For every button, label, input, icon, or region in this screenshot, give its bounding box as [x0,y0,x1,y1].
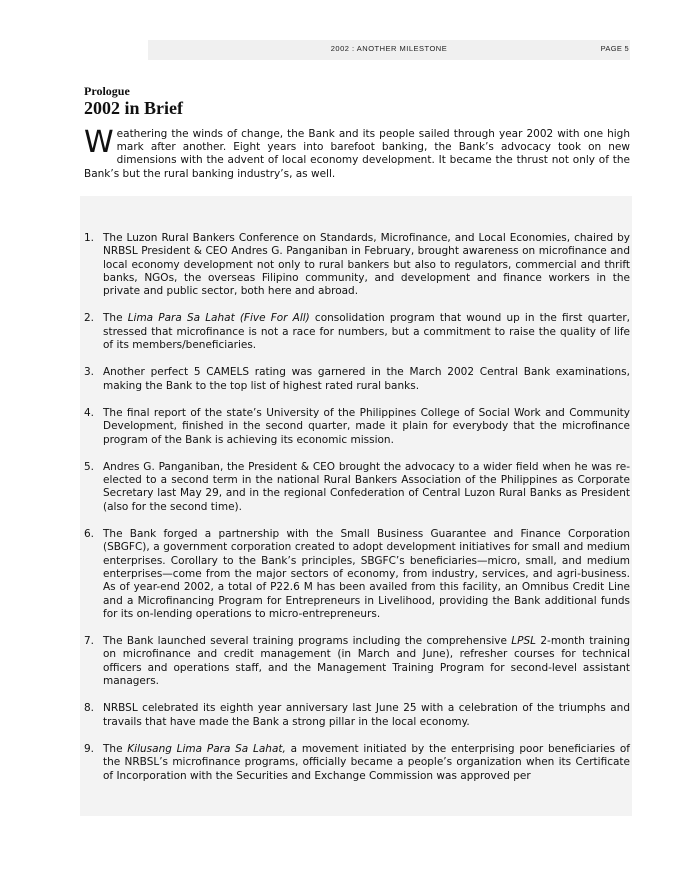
program-name: LPSL [511,635,536,648]
intro-paragraph [84,125,630,194]
section-label: Prologue [84,84,130,98]
item-text: Another perfect 5 CAMELS rating was garnered in the March 2002 Central Bank examinations, making the Bank to the top list of highest rated rural banks. [103,366,630,392]
list-item [84,312,630,352]
item-number: 5. [84,460,95,473]
item-number: 2. [84,312,95,325]
item-number: 8. [84,702,95,715]
intro-text: eathering the winds of change, the Bank and its people sailed through year 2002 with one high mark after another. Eight years into barefoot banking, the Bank’s advocacy took on new dimensions with the advent of local economy development. It became the thrust not only of the Bank’s but the rural banking industry’s, as well. [84,128,630,180]
item-text: The Bank forged a partnership with the Small Business Guarantee and Finance Corporation (SBGFC), a government corporation created to adopt development initiatives for small and medium enterprises. Corollary to the Bank’s principles, SBGFC’s beneficiaries—micro, small, and medium enterprises—come from the major sectors of economy, from industry, services, and agri-business. As of year-end 2002, a total of P22.6 M has been availed from this facility, an Omnibus Credit Line and a Microfinancing Program for Entrepreneurs in Livelihood, providing the Bank additional funds for its on-lending operations to micro-entrepreneurs. [103,528,630,620]
list-item [84,407,630,447]
list-item [84,366,630,393]
item-text: The Luzon Rural Bankers Conference on Standards, Microfinance, and Local Economies, chaired by NRBSL President & CEO Andres G. Panganiban in February, brought awareness on microfinance and local economy development not only to rural bankers but also to regulators, commercial and thrift banks, NGOs, the overseas Filipino community, and development and finance workers in the private and public sector, both here and abroad. [103,232,630,298]
list-item [84,743,630,783]
list-item [84,528,630,621]
item-text: Andres G. Panganiban, the President & CEO brought the advocacy to a wider field when he was re-elected to a second term in the national Rural Bankers Association of the Philippines as Corporate Secretary last May 29, and in the regional Confederation of Central Luzon Rural Banks as President (also for the second time). [103,460,630,513]
item-text: The final report of the state’s University of the Philippines College of Social Work and Community Development, finished in the second quarter, made it plain for everybody that the microfinance program of the Bank is achieving its economic mission. [103,406,630,446]
item-number: 4. [84,406,95,419]
list-item [84,635,630,688]
page-number: PAGE 5 [600,44,629,53]
milestone-list [84,232,630,797]
item-number: 7. [84,635,95,648]
item-text: The Bank launched several training programs including the comprehensive LPSL 2-month training on microfinance and credit management (in March and June), refresher courses for technical officers and operations staff, and the Management Training Program for second-level assistant managers. [103,635,630,688]
item-text: The Lima Para Sa Lahat (Five For All) consolidation program that wound up in the first quarter, stressed that microfinance is not a race for numbers, but a commitment to raise the quality of life of its members/beneficiaries. [103,312,631,352]
item-text: The Kilusang Lima Para Sa Lahat, a movement initiated by the enterprising poor beneficiaries of the NRBSL’s microfinance programs, officially became a people’s organization when its Certificate of Incorporation with the Securities and Exchange Commission was approved per [103,742,630,782]
organization-name: Kilusang Lima Para Sa Lahat, [127,742,286,755]
item-number: 9. [84,742,95,755]
list-item [84,232,630,298]
program-name: Lima Para Sa Lahat (Five For All) [127,312,310,325]
drop-cap: W [84,125,114,160]
page-title: 2002 in Brief [84,98,183,118]
item-text: NRBSL celebrated its eighth year anniversary last June 25 with a celebration of the triumphs and travails that have made the Bank a strong pillar in the local economy. [103,702,630,728]
running-title: 2002 : ANOTHER MILESTONE [330,44,448,53]
item-number: 6. [84,528,95,541]
item-number: 1. [84,232,95,244]
item-number: 3. [84,366,95,379]
list-item [84,702,630,729]
list-item [84,461,630,514]
